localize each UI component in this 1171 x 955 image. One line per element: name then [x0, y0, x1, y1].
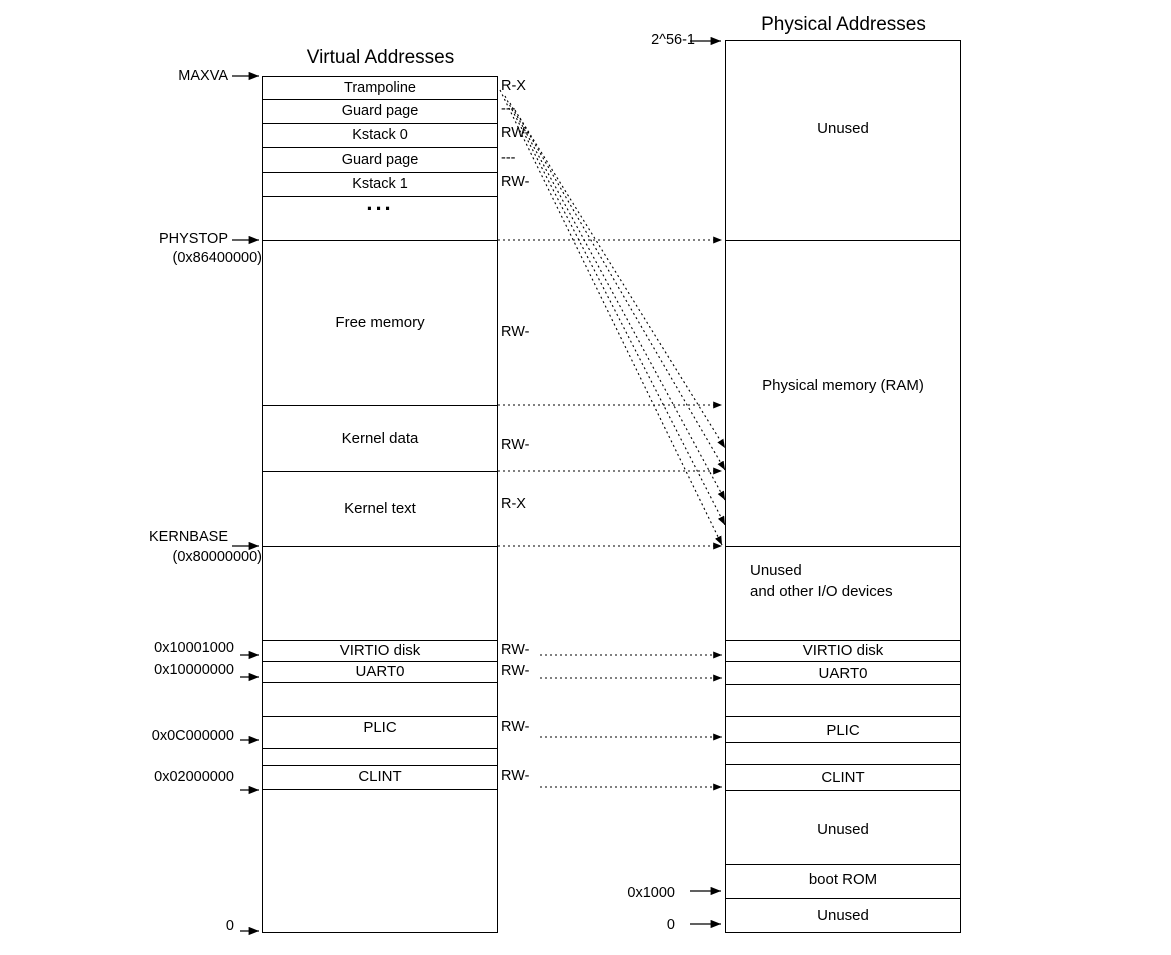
virtual-addr-0x0c000000: 0x0C000000 [151, 728, 234, 744]
perm-kstack-1: RW- [501, 174, 530, 190]
virtual-addr-maxva: MAXVA [178, 68, 228, 84]
physical-addr-zero: 0 [666, 917, 675, 933]
physical-divider [726, 790, 960, 791]
virtual-row-virtio-disk: VIRTIO disk [339, 642, 421, 659]
virtual-addr-0x10001000: 0x10001000 [154, 640, 234, 656]
virtual-divider [263, 748, 497, 749]
virtual-addr-kernbase: KERNBASE [149, 529, 228, 545]
virtual-divider [263, 765, 497, 766]
physical-row-uart0: UART0 [818, 665, 868, 682]
physical-row-unused-io-line1: Unused [750, 562, 802, 579]
perm-kernel-data: RW- [501, 437, 530, 453]
virtual-divider [263, 405, 497, 406]
physical-row-ram: Physical memory (RAM) [762, 377, 924, 394]
physical-row-plic: PLIC [826, 722, 860, 739]
virtual-divider [263, 661, 497, 662]
perm-uart0: RW- [501, 663, 530, 679]
physical-divider [726, 898, 960, 899]
virtual-row-kstack-0: Kstack 0 [352, 127, 408, 143]
virtual-row-kernel-text: Kernel text [344, 500, 416, 517]
physical-divider [726, 716, 960, 717]
virtual-row-ellipsis: ... [366, 190, 394, 215]
virtual-row-kstack-1: Kstack 1 [352, 176, 408, 192]
virtual-row-guard-page-1: Guard page [341, 152, 419, 168]
virtual-row-free-memory: Free memory [335, 314, 425, 331]
virtual-divider [263, 471, 497, 472]
physical-row-unused-top: Unused [817, 120, 869, 137]
virtual-divider [263, 789, 497, 790]
physical-row-unused-bottom: Unused [817, 907, 869, 924]
virtual-row-trampoline: Trampoline [344, 80, 416, 96]
virtual-divider [263, 682, 497, 683]
virtual-divider [263, 716, 497, 717]
virtual-row-uart0: UART0 [355, 663, 405, 680]
virtual-divider [263, 240, 497, 241]
virtual-divider [263, 123, 497, 124]
virtual-addr-0x02000000: 0x02000000 [154, 769, 234, 785]
virtual-addr-0x10000000: 0x10000000 [154, 662, 234, 678]
perm-kernel-text: R-X [501, 496, 526, 512]
physical-divider [726, 742, 960, 743]
virtual-divider [263, 640, 497, 641]
perm-trampoline: R-X [501, 78, 526, 94]
perm-kstack-0: RW- [501, 125, 530, 141]
virtual-addr-phystop-hex: (0x86400000) [172, 250, 262, 266]
physical-column [725, 40, 961, 933]
physical-row-boot-rom: boot ROM [808, 871, 878, 888]
physical-addr-0x1000: 0x1000 [627, 885, 675, 901]
physical-divider [726, 764, 960, 765]
perm-guard-page-0: --- [501, 101, 516, 117]
physical-addr-max: 2^56-1 [651, 32, 695, 48]
perm-virtio-disk: RW- [501, 642, 530, 658]
physical-divider [726, 240, 960, 241]
physical-divider [726, 684, 960, 685]
physical-row-unused-io-line2: and other I/O devices [750, 583, 893, 600]
physical-divider [726, 864, 960, 865]
physical-divider [726, 546, 960, 547]
perm-free-memory: RW- [501, 324, 530, 340]
virtual-row-clint: CLINT [358, 768, 402, 785]
perm-clint: RW- [501, 768, 530, 784]
perm-plic: RW- [501, 719, 530, 735]
virtual-addresses-title-text: Virtual Addresses [306, 47, 455, 68]
physical-row-virtio-disk: VIRTIO disk [802, 642, 884, 659]
virtual-addr-phystop: PHYSTOP [158, 231, 228, 247]
virtual-divider [263, 147, 497, 148]
virtual-divider [263, 99, 497, 100]
virtual-divider [263, 546, 497, 547]
physical-addresses-title: Physical Addresses [761, 14, 926, 35]
physical-divider [726, 661, 960, 662]
physical-row-clint: CLINT [821, 769, 865, 786]
virtual-addr-kernbase-hex: (0x80000000) [172, 549, 262, 565]
virtual-row-plic: PLIC [363, 719, 397, 736]
physical-row-unused-mid: Unused [817, 821, 869, 838]
virtual-divider [263, 172, 497, 173]
perm-guard-page-1: --- [501, 150, 516, 166]
virtual-addr-zero: 0 [225, 918, 234, 934]
virtual-row-guard-page-0: Guard page [341, 103, 419, 119]
virtual-row-kernel-data: Kernel data [341, 430, 419, 447]
physical-divider [726, 640, 960, 641]
